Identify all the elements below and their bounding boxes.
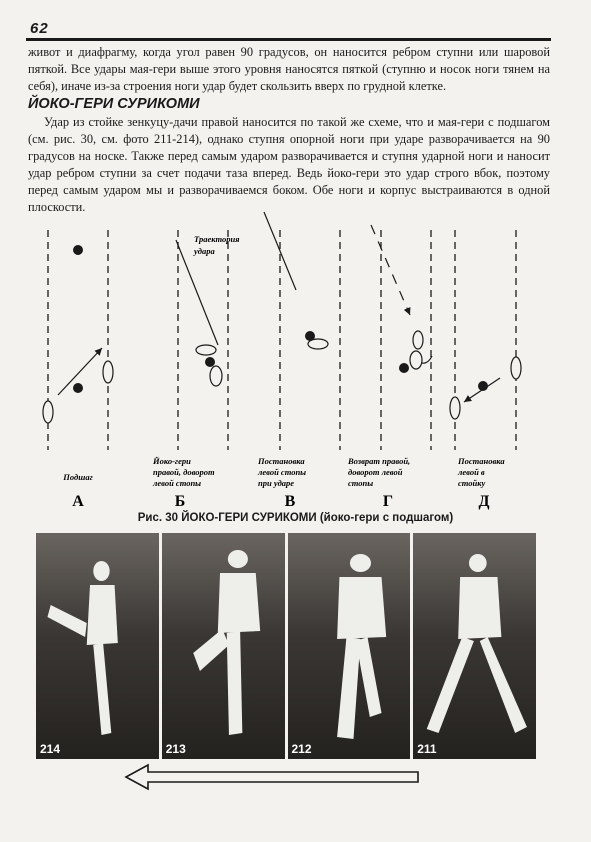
figure-caption: Рис. 30 ЙОКО-ГЕРИ СУРИКОМИ (йоко-гери с подшагом) [137,512,454,524]
panel-caption: левой стопы [153,478,202,488]
photo-number: 211 [417,742,437,756]
karateka-figure [413,533,536,759]
photo-strip [36,533,536,759]
panel-caption: стойку [458,478,486,488]
panel-caption: Возврат правой, [348,456,411,466]
photo-number: 213 [165,742,186,756]
panel-caption: доворот левой [348,467,403,477]
photo-number: 214 [40,742,61,756]
panel-letter: Б [174,493,186,510]
panel-caption: левой стопы [258,467,307,477]
panel-caption: стопы [348,478,374,488]
panel-caption: Йоко-гери [153,456,191,466]
panel-caption: Постановка [258,456,305,466]
photo-number: 212 [291,742,312,756]
karateka-figure [288,533,411,759]
panel-caption: Постановка [458,456,505,466]
panel-caption: Подшаг [63,472,93,482]
header-rule [26,38,551,41]
photo-213 [162,533,285,759]
panel-letter: Г [382,493,394,510]
paragraph-2: Удар из стойке зенкуцу-дачи правой наносится по такой же схеме, что и мая-гери с подшагом (см. рис. 30, см. фото 211-214), однако ступня опорной ноги при ударе разворачивается на 90 градусов на носке. Также перед самым ударом разворачивается и ступня ударной ноги и наносит удар ребром ступни за счет подачи таза вперед. Ведь йоко-гери это удар строго вбок, поэтому перед самым ударом мы и разворачиваемся боком. Обе ноги и корпус выстраиваются в одной плоскости. [28,115,550,214]
trajectory-label-1: Траектория [194,234,240,244]
panel-caption: левой в [458,467,485,477]
photo-211 [413,533,536,759]
panel-letter: Д [478,493,490,510]
paragraph-1: живот и диафрагму, когда угол равен 90 градусов, он наносится ребром ступни или шаровой пяткой. Все удары мая-гери выше этого уровня наносятся пяткой (ступню и носок ноги тянем на себя), иначе из-за строения ноги удар будет скользить вверх по грудной клетке. [28,45,550,93]
trajectory-label-2: удара [194,246,215,256]
panel-caption: правой, доворот [153,467,215,477]
panel-letter: В [284,493,296,510]
page-number: 62 [30,20,49,37]
karateka-figure [162,533,285,759]
panel-caption: при ударе [258,478,295,488]
section-heading: ЙОКО-ГЕРИ СУРИКОМИ [28,96,200,112]
photo-212 [288,533,411,759]
photo-214 [36,533,159,759]
left-arrow-icon [122,762,422,792]
panel-letter: А [72,493,84,510]
footwork-diagram [28,200,558,512]
karateka-figure [36,533,159,759]
